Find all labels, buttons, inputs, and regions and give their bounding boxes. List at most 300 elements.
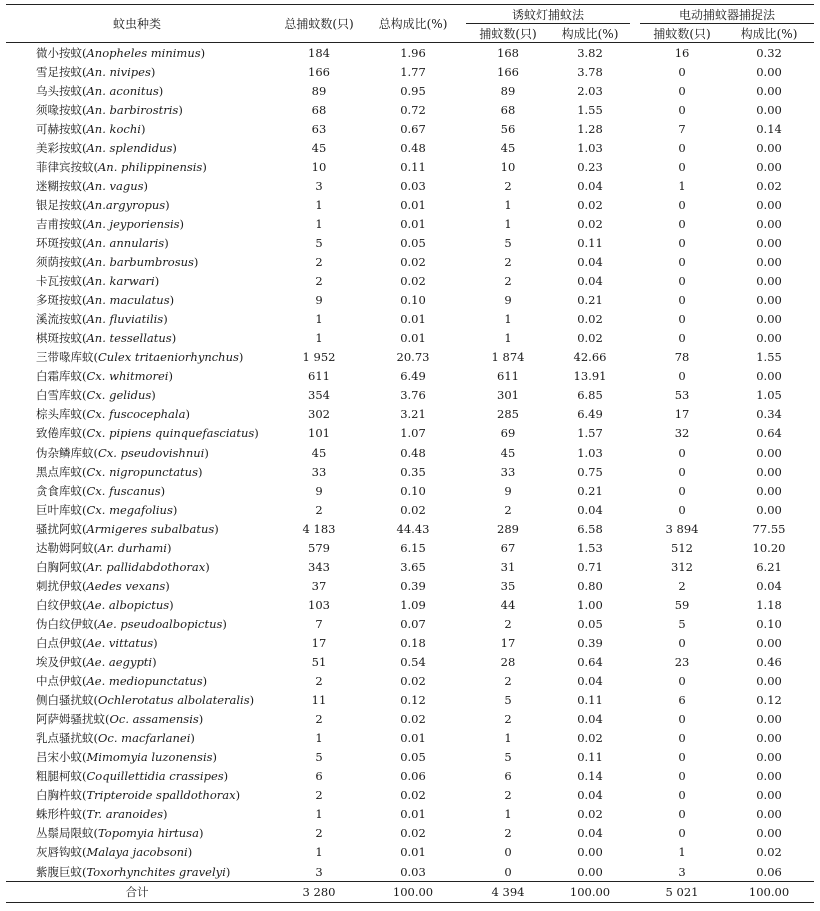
species-name-cell: 致倦库蚊(Cx. pipiens quinquefasciatus): [36, 426, 259, 441]
species-latin: An. nivipes: [86, 64, 151, 79]
total-ratio-cell: 0.02: [400, 674, 426, 689]
total-count-cell: 1: [315, 312, 323, 327]
total-count-cell: 7: [315, 616, 323, 631]
method2-count-cell: 0: [678, 788, 686, 803]
table-row: [6, 367, 814, 386]
species-name-cell: 可赫按蚊(An. kochi): [36, 121, 146, 136]
method2-ratio-cell: 0.00: [756, 83, 782, 98]
species-latin: An. tessellatus: [86, 331, 172, 346]
header-species: 蚊虫种类: [6, 5, 268, 43]
gap-cell: [456, 843, 466, 862]
header-gap: [630, 5, 640, 43]
method2-ratio-cell: 0.00: [756, 826, 782, 841]
species-latin: Malaya jacobsoni: [86, 845, 188, 860]
total-ratio-cell: 0.01: [400, 312, 426, 327]
species-latin: An. fluviatilis: [86, 312, 164, 327]
method1-ratio-cell: 0.21: [577, 483, 603, 498]
species-latin: Cx. pseudovishnui: [98, 445, 205, 460]
method2-count-cell: 0: [678, 64, 686, 79]
species-name-cell: 白纹伊蚊(Ae. albopictus): [36, 597, 174, 612]
gap-cell: [630, 291, 640, 310]
method2-ratio-cell: 0.00: [756, 159, 782, 174]
method1-count-cell: 2: [504, 502, 512, 517]
method1-count-cell: 31: [500, 559, 516, 574]
species-cn: 须荫按蚊: [36, 255, 82, 270]
method1-count-cell: 289: [497, 521, 519, 536]
method1-ratio-cell: 0.02: [577, 731, 603, 746]
method1-ratio-cell: 0.04: [577, 826, 603, 841]
method2-ratio-cell: 0.00: [756, 674, 782, 689]
total-count-cell: 3: [315, 178, 323, 193]
total-count-cell: 1: [315, 216, 323, 231]
method2-ratio-cell: 1.18: [756, 597, 782, 612]
method1-ratio-cell: 0.14: [577, 769, 603, 784]
gap-cell: [456, 691, 466, 710]
method1-ratio-cell: 1.03: [577, 445, 603, 460]
method1-ratio-cell: 0.00: [577, 845, 603, 860]
method2-ratio-cell: 0.10: [756, 616, 782, 631]
table-row: [6, 424, 814, 443]
method1-ratio-cell: 42.66: [573, 350, 607, 365]
gap-cell: [456, 367, 466, 386]
gap-cell: [456, 614, 466, 633]
species-cn: 伪白纹伊蚊: [36, 616, 94, 631]
method1-count-cell: 4 394: [466, 882, 550, 903]
method1-ratio-cell: 0.04: [577, 502, 603, 517]
total-count-cell: 45: [311, 445, 327, 460]
species-latin: An. splendidus: [86, 140, 173, 155]
total-ratio-cell: 1.77: [400, 64, 426, 79]
gap-cell: [456, 119, 466, 138]
method1-count-cell: 2: [504, 712, 512, 727]
method1-ratio-cell: 1.00: [577, 597, 603, 612]
species-latin: Oc. macfarlanei: [98, 731, 191, 746]
gap-cell: [456, 633, 466, 652]
gap-cell: [456, 329, 466, 348]
species-name-cell: 菲律宾按蚊(An. philippinensis): [36, 159, 207, 174]
species-latin: An. barbirostris: [86, 102, 179, 117]
gap-cell: [630, 538, 640, 557]
total-label: 合计: [6, 882, 268, 903]
table-row: [6, 862, 814, 882]
species-latin: Cx. pipiens quinquefasciatus: [86, 426, 255, 441]
gap-cell: [630, 367, 640, 386]
gap-cell: [630, 748, 640, 767]
total-ratio-cell: 0.03: [400, 178, 426, 193]
total-ratio-cell: 0.01: [400, 845, 426, 860]
table-row: [6, 195, 814, 214]
table-row: [6, 291, 814, 310]
species-name-cell: 吕宋小蚊(Mimomyia luzonensis): [36, 750, 218, 765]
method2-count-cell: 0: [678, 369, 686, 384]
species-latin: An. karwari: [86, 274, 155, 289]
method1-count-cell: 45: [500, 140, 516, 155]
total-count-cell: 579: [308, 540, 330, 555]
method2-ratio-cell: 0.00: [756, 64, 782, 79]
gap-cell: [456, 500, 466, 519]
method2-ratio-cell: 1.55: [756, 350, 782, 365]
table-row: [6, 119, 814, 138]
gap-cell: [456, 195, 466, 214]
table-row: [6, 62, 814, 81]
species-latin: Coquillettidia crassipes: [86, 769, 224, 784]
total-count-cell: 17: [311, 635, 327, 650]
gap-cell: [456, 386, 466, 405]
gap-cell: [630, 481, 640, 500]
table-row: [6, 614, 814, 633]
total-ratio-cell: 0.02: [400, 788, 426, 803]
method2-count-cell: 0: [678, 769, 686, 784]
method2-ratio-cell: 0.64: [756, 426, 782, 441]
method2-count-cell: 7: [678, 121, 686, 136]
species-cn: 雪足按蚊: [36, 64, 82, 79]
species-name-cell: 紫腹巨蚊(Toxorhynchites gravelyi): [36, 864, 231, 879]
species-name-cell: 巨叶库蚊(Cx. megafolius): [36, 502, 178, 517]
total-count-cell: 11: [311, 693, 327, 708]
method1-count-cell: 0: [504, 864, 512, 879]
species-cn: 黑点库蚊: [36, 464, 82, 479]
method1-ratio-cell: 0.02: [577, 312, 603, 327]
gap-cell: [630, 500, 640, 519]
species-name-cell: 美彩按蚊(An. splendidus): [36, 140, 177, 155]
total-count-cell: 63: [311, 121, 327, 136]
species-latin: Ae. albopictus: [86, 597, 170, 612]
species-cn: 须喙按蚊: [36, 102, 82, 117]
species-name-cell: 伪杂鳞库蚊(Cx. pseudovishnui): [36, 445, 209, 460]
method2-ratio-cell: 0.32: [756, 45, 782, 60]
method1-count-cell: 166: [497, 64, 519, 79]
method2-count-cell: 1: [678, 178, 686, 193]
method1-ratio-cell: 0.05: [577, 616, 603, 631]
species-latin: An. maculatus: [86, 293, 170, 308]
total-ratio-cell: 6.49: [400, 369, 426, 384]
table-row: [6, 272, 814, 291]
species-name-cell: 伪白纹伊蚊(Ae. pseudoalbopictus): [36, 616, 227, 631]
total-count-cell: 3 280: [268, 882, 370, 903]
table-row: [6, 653, 814, 672]
method2-count-cell: 1: [678, 845, 686, 860]
species-name-cell: 贪食库蚊(Cx. fuscanus): [36, 483, 166, 498]
species-latin: Cx. nigropunctatus: [86, 464, 198, 479]
method2-ratio-cell: 0.00: [756, 731, 782, 746]
species-cn: 侧白骚扰蚊: [36, 693, 94, 708]
method1-count-cell: 5: [504, 750, 512, 765]
method2-count-cell: 0: [678, 159, 686, 174]
species-cn: 吉甫按蚊: [36, 216, 82, 231]
total-count-cell: 5: [315, 235, 323, 250]
total-count-cell: 45: [311, 140, 327, 155]
gap-cell: [630, 767, 640, 786]
gap-cell: [630, 100, 640, 119]
table-row: [6, 786, 814, 805]
table-row: [6, 576, 814, 595]
method2-count-cell: 3: [678, 864, 686, 879]
method1-count-cell: 9: [504, 483, 512, 498]
method2-ratio-cell: 0.34: [756, 407, 782, 422]
total-ratio-cell: 0.48: [400, 140, 426, 155]
total-count-cell: 51: [311, 655, 327, 670]
species-name-cell: 粗腿柯蚊(Coquillettidia crassipes): [36, 769, 229, 784]
method2-count-cell: 0: [678, 731, 686, 746]
species-latin: An.argyropus: [86, 197, 166, 212]
species-cn: 卡瓦按蚊: [36, 274, 82, 289]
total-count-cell: 1 952: [302, 350, 336, 365]
method2-ratio-cell: 0.00: [756, 140, 782, 155]
method1-count-cell: 0: [504, 845, 512, 860]
method2-count-cell: 78: [674, 350, 690, 365]
method1-count-cell: 2: [504, 826, 512, 841]
method2-count-cell: 3 894: [665, 521, 699, 536]
table-row: [6, 43, 814, 63]
header-method1-ratio: 构成比(%): [550, 24, 630, 43]
species-name-cell: 环斑按蚊(An. annularis): [36, 235, 169, 250]
gap-cell: [630, 882, 640, 903]
method2-count-cell: 0: [678, 102, 686, 117]
table-row: [6, 824, 814, 843]
table-row: [6, 538, 814, 557]
table-row: [6, 157, 814, 176]
table-row: [6, 519, 814, 538]
species-cn: 灰唇钩蚊: [36, 845, 82, 860]
species-latin: Tr. aranoides: [86, 807, 164, 822]
method1-count-cell: 9: [504, 293, 512, 308]
total-ratio-cell: 0.48: [400, 445, 426, 460]
gap-cell: [456, 481, 466, 500]
species-latin: Anopheles minimus: [86, 45, 201, 60]
total-ratio-cell: 0.01: [400, 731, 426, 746]
total-ratio-cell: 0.10: [400, 293, 426, 308]
gap-cell: [456, 253, 466, 272]
method1-count-cell: 1: [504, 312, 512, 327]
method1-count-cell: 168: [497, 45, 519, 60]
species-name-cell: 白胸杵蚊(Tripteroide spalldothorax): [36, 788, 241, 803]
method1-count-cell: 301: [497, 388, 519, 403]
method2-ratio-cell: 0.00: [756, 274, 782, 289]
total-ratio-cell: 0.18: [400, 635, 426, 650]
method1-ratio-cell: 0.11: [577, 693, 603, 708]
gap-cell: [630, 843, 640, 862]
method1-ratio-cell: 3.82: [577, 45, 603, 60]
species-cn: 可赫按蚊: [36, 121, 82, 136]
table-row: [6, 100, 814, 119]
method2-count-cell: 16: [674, 45, 690, 60]
species-name-cell: 棋斑按蚊(An. tessellatus): [36, 331, 177, 346]
gap-cell: [456, 557, 466, 576]
method1-ratio-cell: 0.71: [577, 559, 603, 574]
gap-cell: [630, 691, 640, 710]
gap-cell: [456, 291, 466, 310]
method1-count-cell: 1: [504, 216, 512, 231]
method2-ratio-cell: 0.04: [756, 578, 782, 593]
method2-ratio-cell: 0.12: [756, 693, 782, 708]
total-count-cell: 611: [308, 369, 330, 384]
method2-ratio-cell: 0.00: [756, 369, 782, 384]
species-latin: An. aconitus: [86, 83, 159, 98]
species-cn: 乌头按蚊: [36, 83, 82, 98]
species-cn: 乳点骚扰蚊: [36, 731, 94, 746]
total-count-cell: 89: [311, 83, 327, 98]
total-count-cell: 9: [315, 483, 323, 498]
method2-count-cell: 0: [678, 635, 686, 650]
method1-ratio-cell: 0.02: [577, 197, 603, 212]
method1-count-cell: 69: [500, 426, 516, 441]
species-latin: Ae. aegypti: [86, 655, 153, 670]
species-cn: 刺扰伊蚊: [36, 578, 82, 593]
method1-ratio-cell: 1.28: [577, 121, 603, 136]
species-cn: 白胸阿蚊: [36, 559, 82, 574]
header-method2-count: 捕蚊数(只): [640, 24, 724, 43]
method1-ratio-cell: 0.00: [577, 864, 603, 879]
species-cn: 紫腹巨蚊: [36, 864, 82, 879]
table-row: [6, 595, 814, 614]
table-row: [6, 748, 814, 767]
method1-count-cell: 1: [504, 807, 512, 822]
gap-cell: [630, 519, 640, 538]
method1-ratio-cell: 2.03: [577, 83, 603, 98]
method1-ratio-cell: 1.03: [577, 140, 603, 155]
gap-cell: [630, 710, 640, 729]
total-ratio-cell: 0.01: [400, 807, 426, 822]
species-cn: 蛛形杵蚊: [36, 807, 82, 822]
method1-ratio-cell: 0.04: [577, 788, 603, 803]
species-latin: Culex tritaeniorhynchus: [98, 350, 239, 365]
species-cn: 微小按蚊: [36, 45, 82, 60]
method1-ratio-cell: 6.85: [577, 388, 603, 403]
method1-count-cell: 1: [504, 331, 512, 346]
method1-ratio-cell: 1.57: [577, 426, 603, 441]
total-ratio-cell: 1.09: [400, 597, 426, 612]
method2-ratio-cell: 0.00: [756, 235, 782, 250]
table-row: [6, 805, 814, 824]
total-count-cell: 2: [315, 826, 323, 841]
method1-ratio-cell: 0.23: [577, 159, 603, 174]
total-ratio-cell: 1.07: [400, 426, 426, 441]
gap-cell: [456, 348, 466, 367]
species-cn: 伪杂鳞库蚊: [36, 445, 94, 460]
method2-count-cell: 0: [678, 712, 686, 727]
total-count-cell: 10: [311, 159, 327, 174]
gap-cell: [456, 824, 466, 843]
gap-cell: [456, 519, 466, 538]
species-name-cell: 微小按蚊(Anopheles minimus): [36, 45, 206, 60]
gap-cell: [456, 138, 466, 157]
method1-count-cell: 285: [497, 407, 519, 422]
species-name-cell: 雪足按蚊(An. nivipes): [36, 64, 156, 79]
method2-ratio-cell: 0.00: [756, 750, 782, 765]
species-name-cell: 阿萨姆骚扰蚊(Oc. assamensis): [36, 712, 204, 727]
species-latin: Ae. pseudoalbopictus: [98, 616, 223, 631]
method2-ratio-cell: 0.02: [756, 845, 782, 860]
gap-cell: [456, 576, 466, 595]
table-row: [6, 253, 814, 272]
gap-cell: [456, 710, 466, 729]
method2-count-cell: 0: [678, 331, 686, 346]
species-cn: 粗腿柯蚊: [36, 769, 82, 784]
species-cn: 埃及伊蚊: [36, 655, 82, 670]
method1-ratio-cell: 0.02: [577, 807, 603, 822]
total-ratio-cell: 0.02: [400, 255, 426, 270]
gap-cell: [456, 100, 466, 119]
method2-ratio-cell: 0.00: [756, 483, 782, 498]
method1-ratio-cell: 0.04: [577, 274, 603, 289]
method2-ratio-cell: 0.00: [756, 445, 782, 460]
method2-ratio-cell: 0.14: [756, 121, 782, 136]
total-count-cell: 6: [315, 769, 323, 784]
gap-cell: [456, 233, 466, 252]
total-count-cell: 1: [315, 845, 323, 860]
table-row: [6, 729, 814, 748]
total-count-cell: 3: [315, 864, 323, 879]
species-name-cell: 须荫按蚊(An. barbumbrosus): [36, 255, 199, 270]
table-row: [6, 633, 814, 652]
species-latin: Toxorhynchites gravelyi: [86, 864, 226, 879]
species-name-cell: 须喙按蚊(An. barbirostris): [36, 102, 183, 117]
method1-count-cell: 1: [504, 197, 512, 212]
method1-count-cell: 28: [500, 655, 516, 670]
gap-cell: [630, 557, 640, 576]
total-ratio-cell: 0.05: [400, 235, 426, 250]
gap-cell: [456, 43, 466, 63]
table-body: [6, 43, 814, 903]
species-latin: Ae. mediopunctatus: [86, 674, 203, 689]
species-cn: 白点伊蚊: [36, 635, 82, 650]
table-row: [6, 672, 814, 691]
total-count-cell: 1: [315, 807, 323, 822]
method1-ratio-cell: 0.11: [577, 235, 603, 250]
method1-count-cell: 2: [504, 274, 512, 289]
total-count-cell: 1: [315, 331, 323, 346]
gap-cell: [456, 157, 466, 176]
method2-ratio-cell: 6.21: [756, 559, 782, 574]
gap-cell: [630, 595, 640, 614]
gap-cell: [630, 138, 640, 157]
total-count-cell: 103: [308, 597, 330, 612]
gap-cell: [456, 786, 466, 805]
species-cn: 棋斑按蚊: [36, 331, 82, 346]
method2-count-cell: 5: [678, 616, 686, 631]
table-row: [6, 81, 814, 100]
gap-cell: [630, 729, 640, 748]
mosquito-species-table: [6, 4, 814, 903]
total-row: [6, 882, 814, 903]
method2-count-cell: 512: [671, 540, 693, 555]
table-row: [6, 310, 814, 329]
method2-count-cell: 0: [678, 235, 686, 250]
method1-count-cell: 89: [500, 83, 516, 98]
total-count-cell: 2: [315, 712, 323, 727]
total-count-cell: 68: [311, 102, 327, 117]
gap-cell: [630, 329, 640, 348]
species-latin: Armigeres subalbatus: [86, 521, 215, 536]
gap-cell: [630, 157, 640, 176]
method1-ratio-cell: 0.75: [577, 464, 603, 479]
gap-cell: [630, 272, 640, 291]
species-name-cell: 中点伊蚊(Ae. mediopunctatus): [36, 674, 208, 689]
total-count-cell: 343: [308, 559, 330, 574]
gap-cell: [630, 653, 640, 672]
total-count-cell: 2: [315, 788, 323, 803]
total-ratio-cell: 0.95: [400, 83, 426, 98]
method2-ratio-cell: 0.00: [756, 807, 782, 822]
method2-ratio-cell: 0.00: [756, 255, 782, 270]
method1-ratio-cell: 0.04: [577, 255, 603, 270]
species-name-cell: 灰唇钩蚊(Malaya jacobsoni): [36, 845, 193, 860]
table-row: [6, 348, 814, 367]
gap-cell: [456, 672, 466, 691]
total-ratio-cell: 0.12: [400, 693, 426, 708]
gap-cell: [456, 805, 466, 824]
table-row: [6, 767, 814, 786]
